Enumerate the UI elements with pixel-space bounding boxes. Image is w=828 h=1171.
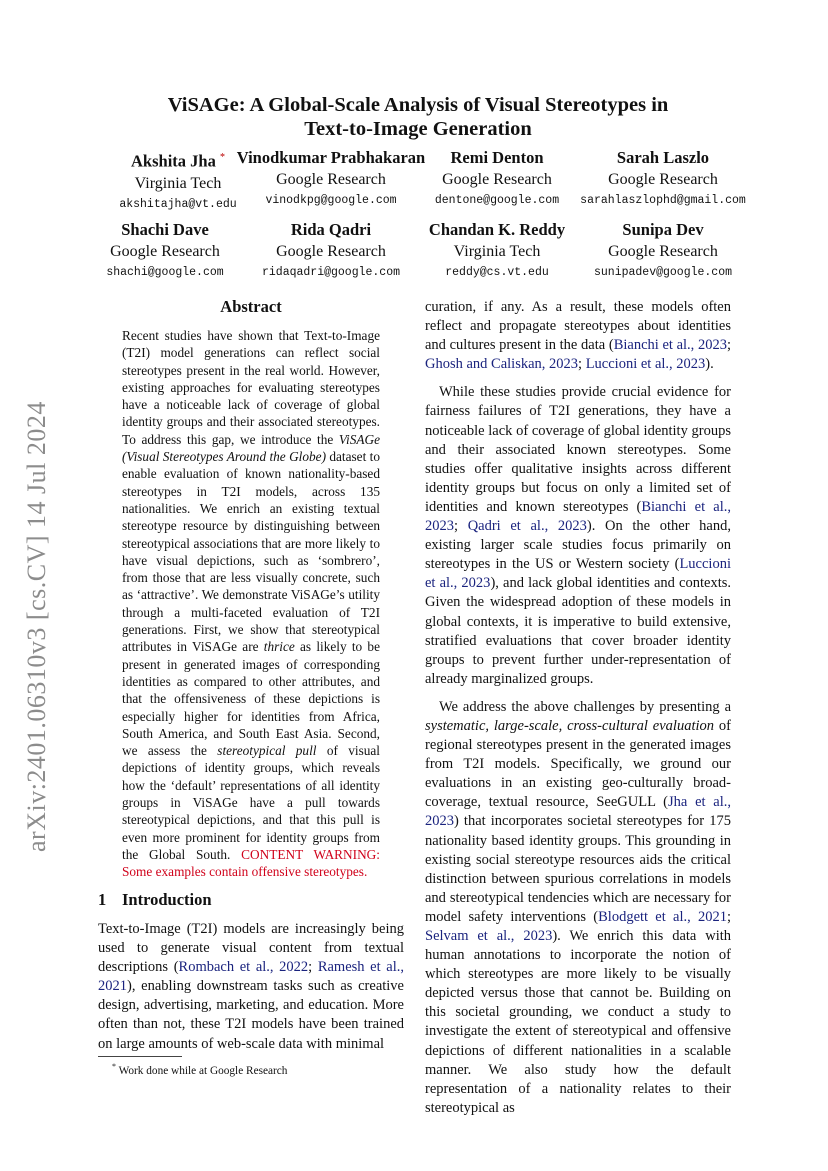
citation-link[interactable]: Jha et al., 2023	[425, 794, 731, 830]
citation-link[interactable]: Luccioni et al., 2023	[425, 556, 731, 592]
paper-title	[100, 93, 736, 141]
author-affiliation: Google Research	[276, 171, 386, 188]
author-email: ridaqadri@google.com	[261, 266, 401, 279]
author-affiliation: Virginia Tech	[453, 243, 541, 260]
author-name: Shachi Dave	[121, 220, 209, 239]
author-affiliation: Google Research	[110, 243, 220, 260]
arxiv-identifier: arXiv:2401.06310v3 [cs.CV] 14 Jul 2024	[22, 401, 51, 852]
author-affiliation: Google Research	[608, 243, 718, 260]
footnote: * Work done while at Google Research	[112, 1062, 288, 1077]
intro-paragraph: Text-to-Image (T2I) models are increasingly being used to generate visual content from textual descriptions (Rombach et al., 2022; Ramesh et al., 2021), enabling downstream tasks such as creative design, advertising, marketing, and education. More often than not, these T2I models have been trained on large amounts of web-scale data with minimal	[98, 921, 404, 1052]
footnote-mark: *	[219, 152, 225, 163]
author-block	[563, 147, 763, 212]
author-name: Akshita Jha *	[131, 151, 225, 171]
author-email: akshitajha@vt.edu	[119, 197, 237, 211]
author-name: Vinodkumar Prabhakaran	[236, 148, 426, 167]
author-email: shachi@google.com	[106, 266, 224, 279]
citation-link[interactable]: Bianchi et al., 2023	[613, 337, 727, 354]
paragraph: While these studies provide crucial evidence for fairness failures of T2I generations, they have a noticeable lack of coverage of global identity groups and their associated known stereotypes. Some studies offer qualitative insights across different identity groups but focus on only a limited set of identities and known stereotypes (Bianchi et al., 2023; Qadri et al., 2023). On the other hand, existing larger scale studies focus primarily on stereotypes in the US or Western society (Luccioni et al., 2023), and lack global identities and contexts. Given the widespread adoption of these models in global contexts, it is imperative to build extensive, stratified evaluations that cover broader identity groups to prevent further under-representation of already marginalized groups.	[425, 384, 732, 687]
right-column	[425, 298, 731, 1127]
author-email: sunipadev@google.com	[593, 266, 733, 279]
citation-link[interactable]: Rombach et al., 2022	[178, 959, 309, 976]
content-warning: CONTENT WARNING: Some examples contain offensive stereotypes.	[122, 846, 380, 880]
author-email: sarahlaszlophd@gmail.com	[580, 194, 746, 207]
citation-link[interactable]: Qadri et al., 2023	[467, 518, 587, 535]
author-name: Chandan K. Reddy	[428, 220, 566, 239]
citation-link[interactable]: Ghosh and Caliskan, 2023	[425, 356, 579, 373]
title-line-2: Text-to-Image Generation	[304, 118, 532, 140]
title-line-1: ViSAGe: A Global-Scale Analysis of Visual Stereotypes in	[167, 94, 669, 116]
author-affiliation: Virginia Tech	[134, 174, 222, 192]
abstract-heading: Abstract	[220, 297, 282, 316]
author-email: reddy@cs.vt.edu	[445, 266, 549, 279]
paragraph: curation, if any. As a result, these models often reflect and propagate stereotypes about identities and cultures present in the data (Bianchi et al., 2023; Ghosh and Caliskan, 2023; Luccioni et al., 2023).	[425, 299, 731, 373]
author-email: vinodkpg@google.com	[265, 194, 397, 207]
dataset-name: ViSAGe (Visual Stereotypes Around the Globe)	[122, 431, 380, 465]
paragraph: We address the above challenges by presenting a systematic, large-scale, cross-cultural evaluation of regional stereotypes present in the generated images from T2I models. Specifically, we ground our evaluations in an existing geo-culturally broad-coverage, textual resource, SeeGULL (Jha et al., 2023) that incorporates societal stereotypes for 175 nationality based identity groups. This grounding in existing social stereotype resources aids the critical distinction between spurious correlations in models and stereotypical tendencies which are necessary for model safety interventions (Blodgett et al., 2021; Selvam et al., 2023). We enrich this data with human annotations to incorporate the notion of which stereotypes are more likely to be visually depicted versus those that cannot be. Building on this societal grounding, we conduct a study to investigate the extent of stereotypical and offensive depictions of different nationalities in a scalable manner. We also study how the default representation of a nationality relates to their stereotypical as	[425, 698, 732, 1116]
citation-link[interactable]: Luccioni et al., 2023	[585, 356, 706, 373]
author-name: Sarah Laszlo	[616, 148, 710, 167]
author-affiliation: Google Research	[608, 171, 718, 188]
abstract-body: Recent studies have shown that Text-to-Image (T2I) model generations can reflect social stereotypes present in the real world. However, existing approaches for evaluating stereotypes have a noticeable lack of coverage of global identity groups and their associated stereotypes. To address this gap, we introduce the ViSAGe (Visual Stereotypes Around the Globe) dataset to enable evaluation of known nationality-based stereotypes in T2I models, across 135 nationalities. We enrich an existing textual stereotype resource by distinguishing between stereotypical associations that are more likely to have visual depictions, such as ‘sombrero’, from those that are less visually concrete, such as ‘attractive’. We demonstrate ViSAGe’s utility through a multi-faceted evaluation of T2I generations. First, we show that stereotypical attributes in ViSAGe are thrice as likely to be present in generated images of corresponding identities as compared to other attributes, and that the offensiveness of these depictions is especially higher for identities from Africa, South America, and South East Asia. Second, we assess the stereotypical pull of visual depictions of identity groups, which reveals how the ‘default’ representations of all identity groups in ViSAGe have a pull towards stereotypical depictions, and that this pull is even more prominent for identity groups from the Global South. CONTENT WARNING: Some examples contain offensive stereotypes.	[122, 328, 380, 880]
author-block	[563, 219, 763, 284]
citation-link[interactable]: Ramesh et al., 2021	[98, 959, 404, 995]
citation-link[interactable]: Selvam et al., 2023	[425, 928, 553, 944]
author-name: Rida Qadri	[290, 220, 372, 239]
section-heading: 1 Introduction	[98, 890, 212, 909]
author-name: Remi Denton	[450, 148, 544, 167]
footnote-rule	[98, 1056, 182, 1057]
author-affiliation: Google Research	[442, 171, 552, 188]
citation-link[interactable]: Bianchi et al., 2023	[425, 498, 732, 535]
citation-link[interactable]: Blodgett et al., 2021	[598, 908, 727, 925]
author-affiliation: Google Research	[276, 243, 386, 260]
author-email: dentone@google.com	[434, 194, 560, 207]
author-name: Sunipa Dev	[622, 220, 704, 239]
